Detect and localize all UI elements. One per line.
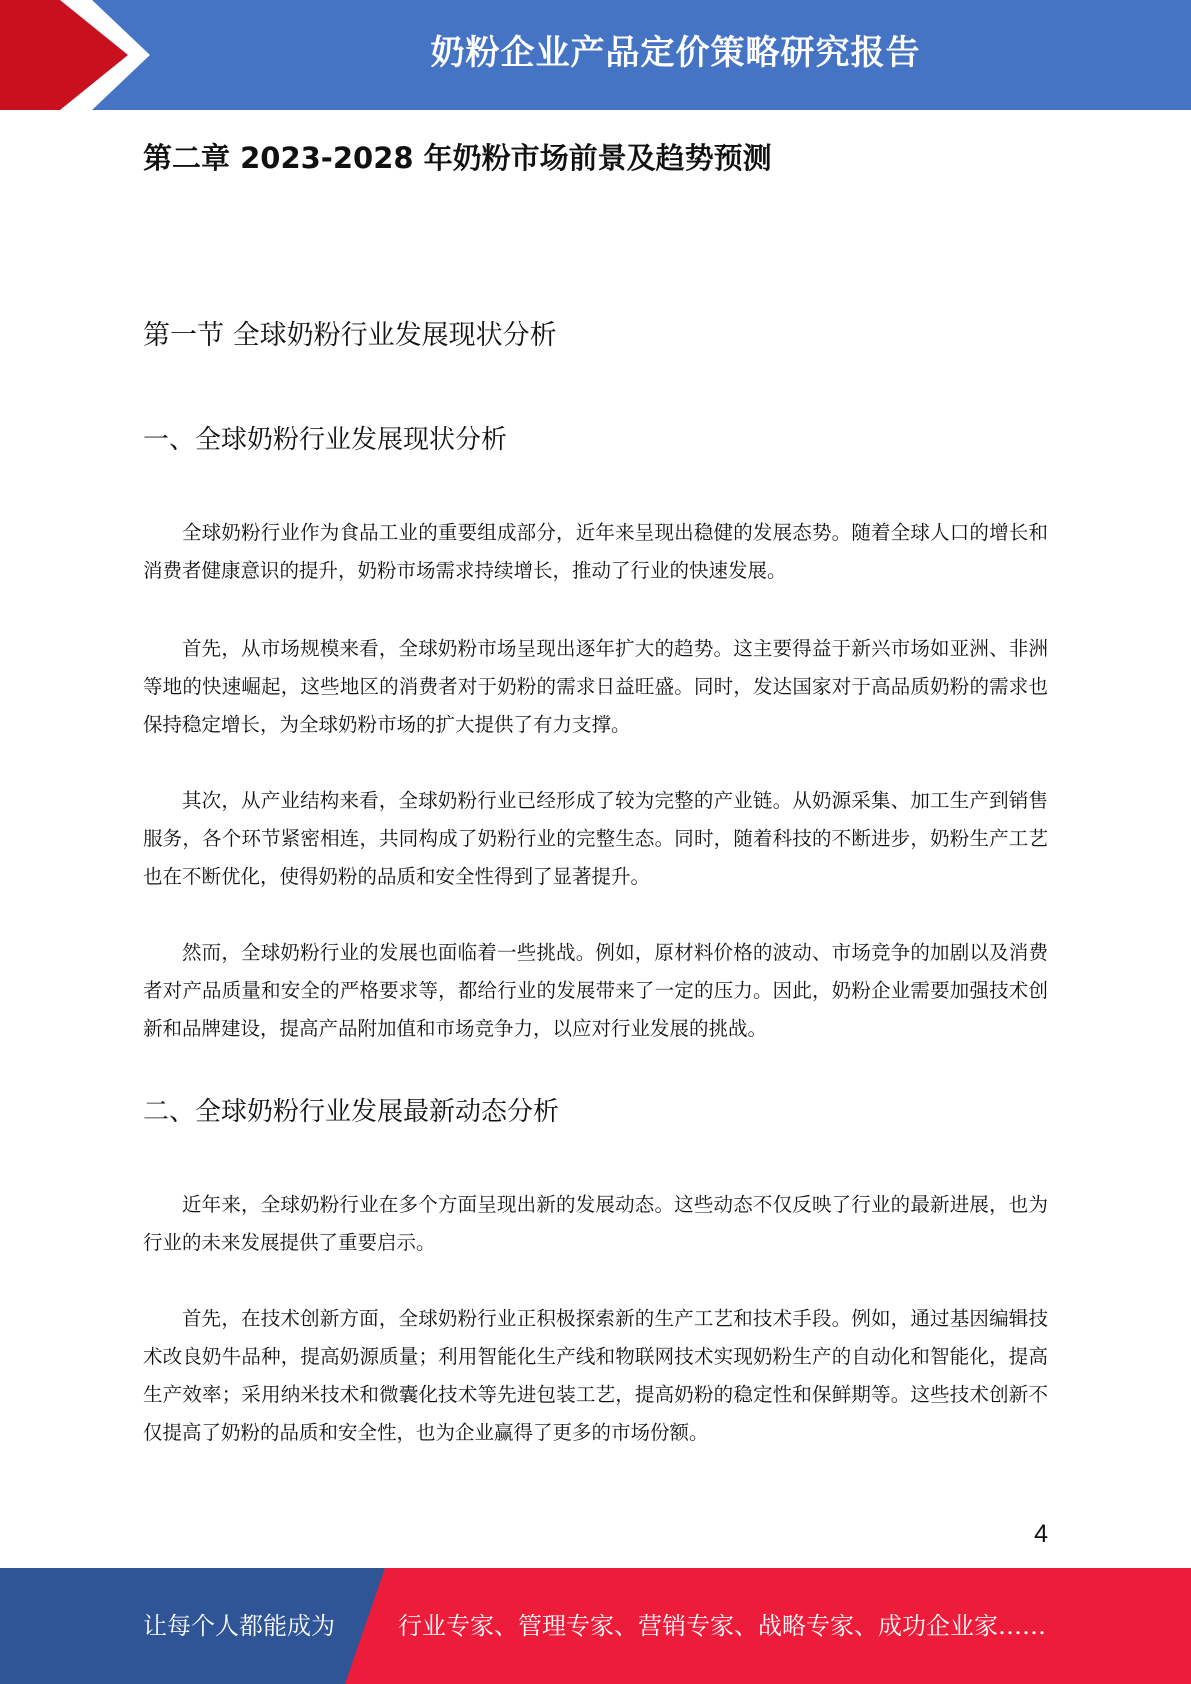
paragraph: 近年来，全球奶粉行业在多个方面呈现出新的发展动态。这些动态不仅反映了行业的最新进展，也为行业的未来发展提供了重要启示。 (143, 1193, 1048, 1254)
paragraph: 全球奶粉行业作为食品工业的重要组成部分，近年来呈现出稳健的发展态势。随着全球人口的增长和消费者健康意识的提升，奶粉市场需求持续增长，推动了行业的快速发展。 (143, 521, 1048, 582)
paragraph: 首先，从市场规模来看，全球奶粉市场呈现出逐年扩大的趋势。这主要得益于新兴市场如亚洲、非洲等地的快速崛起，这些地区的消费者对于奶粉的需求日益旺盛。同时，发达国家对于高品质奶粉的需求也保持稳定增长，为全球奶粉市场的扩大提供了有力支撑。 (143, 637, 1048, 736)
subsection-title-2: 二、全球奶粉行业发展最新动态分析 (143, 1097, 560, 1127)
section-title: 第一节 全球奶粉行业发展现状分析 (143, 320, 557, 351)
report-title: 奶粉企业产品定价策略研究报告 (430, 33, 921, 73)
chapter-title: 第二章 2023-2028 年奶粉市场前景及趋势预测 (143, 141, 772, 175)
footer-slogan-right: 行业专家、管理专家、营销专家、战略专家、成功企业家…… (398, 1612, 1046, 1640)
paragraph: 然而，全球奶粉行业的发展也面临着一些挑战。例如，原材料价格的波动、市场竞争的加剧以及消费者对产品质量和安全的严格要求等，都给行业的发展带来了一定的压力。因此，奶粉企业需要加强技术创新和品牌建设，提高产品附加值和市场竞争力，以应对行业发展的挑战。 (143, 941, 1048, 1040)
header-banner (0, 0, 1191, 110)
paragraph: 首先，在技术创新方面，全球奶粉行业正积极探索新的生产工艺和技术手段。例如，通过基因编辑技术改良奶牛品种，提高奶源质量；利用智能化生产线和物联网技术实现奶粉生产的自动化和智能化，提高生产效率；采用纳米技术和微囊化技术等先进包装工艺，提高奶粉的稳定性和保鲜期等。这些技术创新不仅提高了奶粉的品质和安全性，也为企业赢得了更多的市场份额。 (143, 1307, 1048, 1444)
footer-banner (0, 1568, 1191, 1684)
header-arrow-decoration (0, 0, 160, 110)
paragraph: 其次，从产业结构来看，全球奶粉行业已经形成了较为完整的产业链。从奶源采集、加工生产到销售服务，各个环节紧密相连，共同构成了奶粉行业的完整生态。同时，随着科技的不断进步，奶粉生产工艺也在不断优化，使得奶粉的品质和安全性得到了显著提升。 (143, 789, 1048, 888)
subsection-title-1: 一、全球奶粉行业发展现状分析 (143, 425, 508, 455)
page-number: 4 (1034, 1520, 1048, 1548)
footer-slogan-left: 让每个人都能成为 (143, 1612, 335, 1640)
